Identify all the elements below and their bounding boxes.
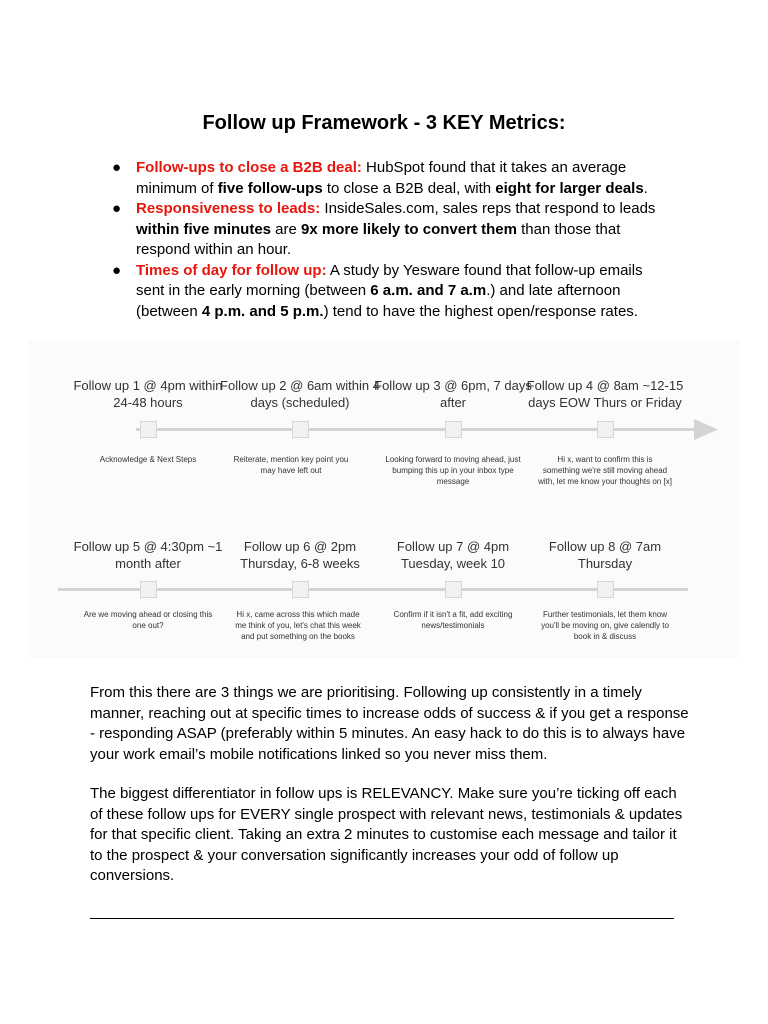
- divider-line: [90, 918, 674, 919]
- timeline-node: [140, 421, 157, 438]
- bullet-icon: ●: [112, 261, 122, 279]
- list-item: [112, 261, 672, 323]
- key-metrics-list: [112, 158, 672, 322]
- body-paragraph: From this there are 3 things we are prioritising. Following up consistently in a timely manner, reaching out at specific times to increase odds of success & if you get a response - responding ASAP (preferably within 5 minutes. An easy hack to do this is to always have your work email’s mobile notifications linked so you never miss them.: [90, 684, 689, 763]
- metric-highlight: 9x more likely to convert them: [301, 220, 517, 238]
- timeline-step-heading: Follow up 3 @ 6pm, 7 days after: [374, 378, 532, 410]
- metric-highlight: five follow-ups: [217, 179, 323, 197]
- metric-highlight: 6 a.m. and 7 a.m: [370, 282, 487, 299]
- metric-highlight: eight for larger deals: [495, 179, 644, 197]
- timeline-step-description: Looking forward to moving ahead, just bumping this up in your inbox type message: [385, 455, 521, 486]
- follow-up-timeline: [28, 340, 740, 658]
- metric-highlight: within five minutes: [136, 220, 272, 238]
- bullet-icon: ●: [112, 159, 122, 176]
- metric-text: InsideSales.com, sales reps that respond to leads: [320, 200, 656, 217]
- metric-text: are: [271, 220, 302, 238]
- metric-text: ) tend to have the highest open/response rates.: [323, 302, 638, 320]
- arrow-head-icon: [694, 419, 718, 440]
- timeline-step-heading: Follow up 4 @ 8am ~12-15 days EOW Thurs or Friday: [526, 378, 684, 410]
- timeline-node: [292, 421, 309, 438]
- timeline-step-heading: Follow up 2 @ 6am within 4 days (scheduled): [220, 378, 380, 410]
- metric-text: .) and late afternoon (between: [136, 282, 621, 320]
- metric-label: Times of day for follow up:: [136, 261, 327, 279]
- metric-text: to close a B2B deal, with: [322, 179, 496, 197]
- timeline-step-description: Are we moving ahead or closing this one out?: [83, 610, 213, 630]
- timeline-step-heading: Follow up 8 @ 7am Thursday: [548, 539, 662, 571]
- timeline-node: [597, 581, 614, 598]
- timeline-step-description: Hi x, came across this which made me think of you, let's chat this week and put something on the books: [235, 610, 361, 641]
- timeline-step-description: Confirm if it isn't a fit, add exciting news/testimonials: [393, 610, 513, 630]
- page-title: Follow up Framework - 3 KEY Metrics:: [202, 112, 566, 134]
- metric-label: Follow-ups to close a B2B deal:: [136, 159, 362, 176]
- timeline-node: [445, 421, 462, 438]
- timeline-node: [597, 421, 614, 438]
- timeline-step-description: Reiterate, mention key point you may have left out: [233, 455, 349, 475]
- list-item: [112, 158, 672, 199]
- timeline-node: [292, 581, 309, 598]
- metric-highlight: 4 p.m. and 5 p.m.: [201, 302, 324, 320]
- timeline-step-description: Acknowledge & Next Steps: [99, 455, 197, 464]
- metric-text: than those that respond within an hour.: [136, 220, 621, 258]
- timeline-step-heading: Follow up 7 @ 4pm Tuesday, week 10: [396, 539, 510, 571]
- bullet-icon: ●: [112, 200, 122, 217]
- timeline-node: [140, 581, 157, 598]
- metric-text: HubSpot found that it takes an average minimum of: [136, 159, 627, 197]
- timeline-step-heading: Follow up 5 @ 4:30pm ~1 month after: [73, 539, 223, 571]
- timeline-step-description: Further testimonials, let them know you'll be moving on, give calendly to book in & discuss: [541, 610, 669, 641]
- timeline-step-description: Hi x, want to confirm this is something we're still moving ahead with, let me know your thoughts on [x]: [538, 455, 672, 486]
- metric-text: A study by Yesware found that follow-up emails sent in the early morning (between: [136, 261, 643, 299]
- list-item: [112, 199, 672, 261]
- metric-text: .: [643, 179, 648, 197]
- timeline-node: [445, 581, 462, 598]
- metric-label: Responsiveness to leads:: [136, 200, 321, 217]
- timeline-step-heading: Follow up 1 @ 4pm within 24-48 hours: [73, 378, 223, 410]
- timeline-step-heading: Follow up 6 @ 2pm Thursday, 6-8 weeks: [240, 539, 360, 571]
- body-paragraph: The biggest differentiator in follow ups is RELEVANCY. Make sure you’re ticking off each of these follow ups for EVERY single prospect with relevant news, testimonials & updates for that specific client. Taking an extra 2 minutes to customise each message and tailor it to the prospect & your conversation significantly increases your odd of follow up conversions.: [90, 785, 683, 885]
